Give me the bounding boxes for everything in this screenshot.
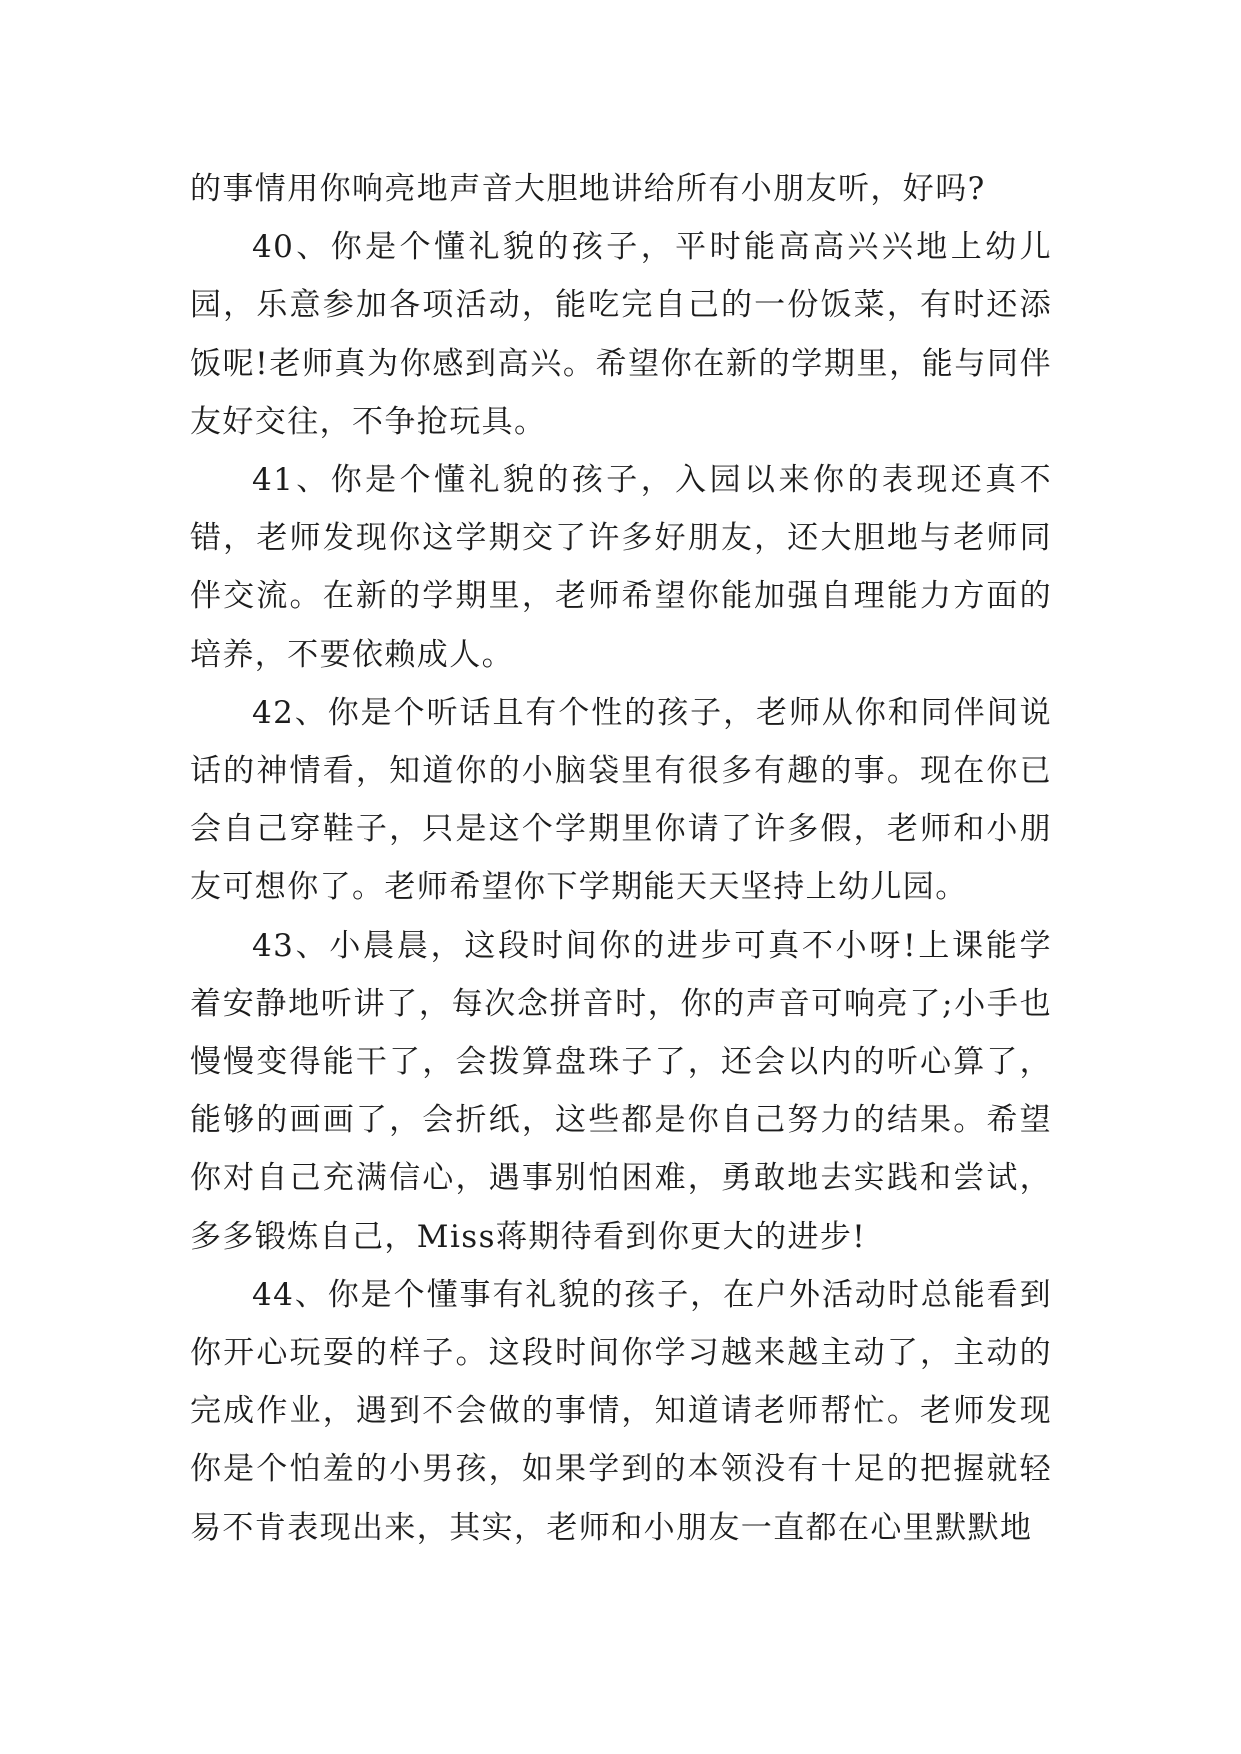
paragraph-continuation: 的事情用你响亮地声音大胆地讲给所有小朋友听，好吗? (190, 171, 986, 207)
paragraph-43: 43、小晨晨，这段时间你的进步可真不小呀!上课能学着安静地听讲了，每次念拼音时，你的声音可响亮了;小手也慢慢变得能干了，会拨算盘珠子了，还会以内的听心算了，能够的画画了，会折纸，这些都是你自己努力的结果。希望你对自己充满信心，遇事别怕困难，勇敢地去实践和尝试，多多锻炼自己，Miss蒋期待看到你更大的进步! (190, 927, 1052, 1255)
document-body (190, 160, 1052, 1557)
paragraph-41: 41、你是个懂礼貌的孩子，入园以来你的表现还真不错，老师发现你这学期交了许多好朋友，还大胆地与老师同伴交流。在新的学期里，老师希望你能加强自理能力方面的培养，不要依赖成人。 (190, 462, 1052, 673)
paragraph-44: 44、你是个懂事有礼貌的孩子，在户外活动时总能看到你开心玩耍的样子。这段时间你学习越来越主动了，主动的完成作业，遇到不会做的事情，知道请老师帮忙。老师发现你是个怕羞的小男孩，如果学到的本领没有十足的把握就轻易不肯表现出来，其实，老师和小朋友一直都在心里默默地 (190, 1276, 1052, 1546)
paragraph-40: 40、你是个懂礼貌的孩子，平时能高高兴兴地上幼儿园，乐意参加各项活动，能吃完自己的一份饭菜，有时还添饭呢!老师真为你感到高兴。希望你在新的学期里，能与同伴友好交往，不争抢玩具。 (190, 229, 1052, 440)
paragraph-42: 42、你是个听话且有个性的孩子，老师从你和同伴间说话的神情看，知道你的小脑袋里有很多有趣的事。现在你已会自己穿鞋子，只是这个学期里你请了许多假，老师和小朋友可想你了。老师希望你下学期能天天坚持上幼儿园。 (190, 694, 1052, 906)
